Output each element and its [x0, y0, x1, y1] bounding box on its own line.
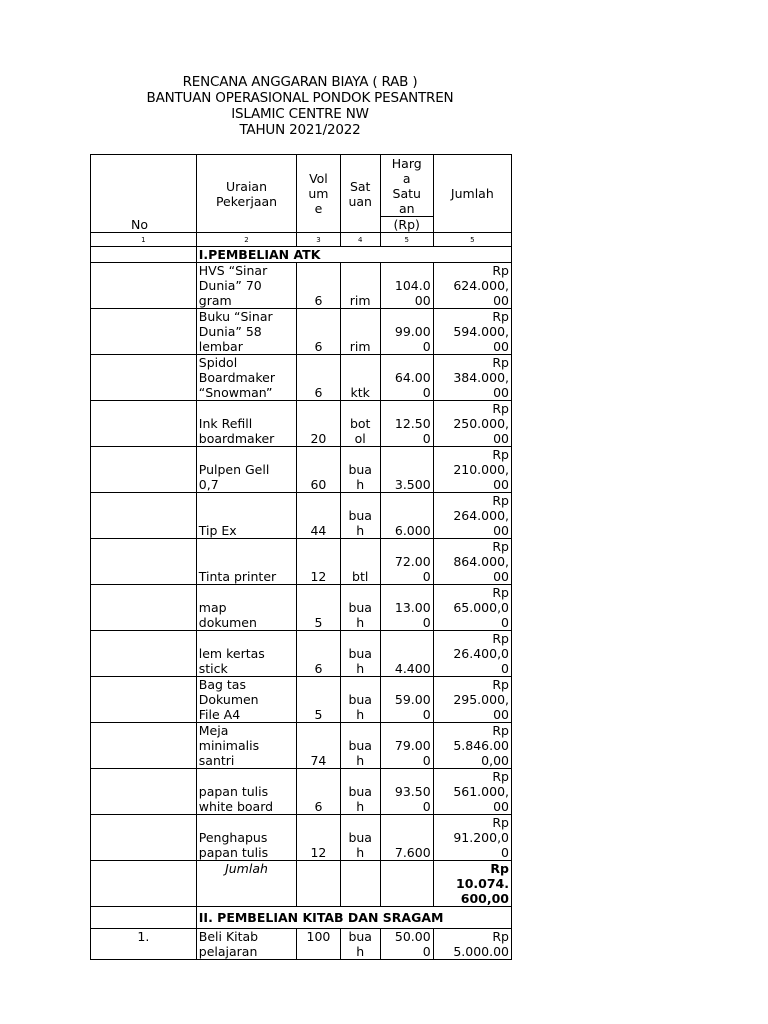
header-harga: Harg a Satu an: [380, 155, 433, 217]
row-volume: 44: [297, 493, 340, 539]
row-satuan: bua h: [340, 723, 380, 769]
row-volume: 6: [297, 355, 340, 401]
row-volume: 12: [297, 815, 340, 861]
total-label: Jumlah: [196, 861, 296, 907]
section-row: [91, 907, 512, 929]
table-row: [91, 769, 512, 815]
row-jumlah: Rp 250.000, 00: [433, 401, 511, 447]
row-harga: 4.400: [380, 631, 433, 677]
header-jumlah: Jumlah: [433, 155, 511, 233]
row-jumlah: Rp 91.200,0 0: [433, 815, 511, 861]
row-uraian: Penghapus papan tulis: [196, 815, 296, 861]
col-number: 5: [380, 233, 433, 247]
row-uraian: Tinta printer: [196, 539, 296, 585]
total-spacer: [91, 861, 197, 907]
row-jumlah: Rp 65.000,0 0: [433, 585, 511, 631]
row-satuan: bua h: [340, 677, 380, 723]
row-no: [91, 355, 197, 401]
row-satuan: rim: [340, 263, 380, 309]
row-harga: 64.00 0: [380, 355, 433, 401]
row-volume: 5: [297, 677, 340, 723]
row-harga: 79.00 0: [380, 723, 433, 769]
row-uraian: Pulpen Gell 0,7: [196, 447, 296, 493]
row-no: [91, 769, 197, 815]
row-harga: 6.000: [380, 493, 433, 539]
row-uraian: HVS “Sinar Dunia” 70 gram: [196, 263, 296, 309]
row-satuan: bua h: [340, 493, 380, 539]
row-uraian: Meja minimalis santri: [196, 723, 296, 769]
row-no: [91, 631, 197, 677]
table-row: [91, 355, 512, 401]
row-uraian: Tip Ex: [196, 493, 296, 539]
header-rp: (Rp): [380, 217, 433, 233]
header-satuan: Sat uan: [340, 155, 380, 233]
table-row: [91, 585, 512, 631]
row-volume: 100: [297, 929, 340, 960]
row-jumlah: Rp 295.000, 00: [433, 677, 511, 723]
table-row: [91, 677, 512, 723]
doc-title-line4: TAHUN 2021/2022: [239, 122, 361, 138]
table-row: [91, 929, 512, 960]
row-volume: 60: [297, 447, 340, 493]
row-harga: 3.500: [380, 447, 433, 493]
total-spacer: [340, 861, 380, 907]
table-row: [91, 263, 512, 309]
doc-title-line3: ISLAMIC CENTRE NW: [231, 106, 369, 122]
row-satuan: bua h: [340, 585, 380, 631]
col-number: 4: [340, 233, 380, 247]
row-harga: 104.0 00: [380, 263, 433, 309]
row-satuan: bua h: [340, 929, 380, 960]
row-jumlah: Rp 384.000, 00: [433, 355, 511, 401]
row-satuan: bua h: [340, 769, 380, 815]
row-no: [91, 401, 197, 447]
col-number: 2: [196, 233, 296, 247]
total-row: [91, 861, 512, 907]
row-jumlah: Rp 864.000, 00: [433, 539, 511, 585]
row-jumlah: Rp 210.000, 00: [433, 447, 511, 493]
table-row: [91, 447, 512, 493]
row-no: [91, 585, 197, 631]
row-no: [91, 539, 197, 585]
header-no: No: [91, 155, 197, 233]
row-jumlah: Rp 624.000, 00: [433, 263, 511, 309]
row-no: [91, 723, 197, 769]
row-uraian: map dokumen: [196, 585, 296, 631]
row-volume: 12: [297, 539, 340, 585]
row-no: [91, 447, 197, 493]
table-row: [91, 539, 512, 585]
section-row: [91, 247, 512, 263]
row-jumlah: Rp 5.000.00: [433, 929, 511, 960]
row-jumlah: Rp 264.000, 00: [433, 493, 511, 539]
row-uraian: Ink Refill boardmaker: [196, 401, 296, 447]
row-satuan: bua h: [340, 631, 380, 677]
col-number: 3: [297, 233, 340, 247]
section-title: I.PEMBELIAN ATK: [196, 247, 511, 263]
row-volume: 5: [297, 585, 340, 631]
row-no: 1.: [91, 929, 197, 960]
row-volume: 6: [297, 631, 340, 677]
rab-table: [90, 154, 512, 960]
header-row-1: [91, 155, 512, 217]
row-uraian: Beli Kitab pelajaran: [196, 929, 296, 960]
header-uraian: Uraian Pekerjaan: [196, 155, 296, 233]
header-volume: Vol um e: [297, 155, 340, 233]
row-satuan: ktk: [340, 355, 380, 401]
column-number-row: [91, 233, 512, 247]
row-jumlah: Rp 561.000, 00: [433, 769, 511, 815]
row-satuan: bot ol: [340, 401, 380, 447]
table-row: [91, 401, 512, 447]
row-volume: 74: [297, 723, 340, 769]
row-volume: 6: [297, 309, 340, 355]
table-row: [91, 815, 512, 861]
row-volume: 20: [297, 401, 340, 447]
total-spacer: [297, 861, 340, 907]
row-uraian: Buku “Sinar Dunia” 58 lembar: [196, 309, 296, 355]
col-number: 1: [91, 233, 197, 247]
row-satuan: bua h: [340, 447, 380, 493]
doc-title-line1: RENCANA ANGGARAN BIAYA ( RAB ): [182, 74, 418, 90]
row-volume: 6: [297, 769, 340, 815]
row-jumlah: Rp 5.846.00 0,00: [433, 723, 511, 769]
section-title: II. PEMBELIAN KITAB DAN SRAGAM: [196, 907, 511, 929]
row-satuan: btl: [340, 539, 380, 585]
row-harga: 59.00 0: [380, 677, 433, 723]
row-harga: 50.00 0: [380, 929, 433, 960]
row-uraian: Bag tas Dokumen File A4: [196, 677, 296, 723]
row-jumlah: Rp 594.000, 00: [433, 309, 511, 355]
row-harga: 12.50 0: [380, 401, 433, 447]
row-no: [91, 263, 197, 309]
total-spacer: [380, 861, 433, 907]
row-satuan: bua h: [340, 815, 380, 861]
table-row: [91, 493, 512, 539]
row-no: [91, 677, 197, 723]
row-harga: 13.00 0: [380, 585, 433, 631]
total-value: Rp 10.074. 600,00: [433, 861, 511, 907]
doc-title-line2: BANTUAN OPERASIONAL PONDOK PESANTREN: [146, 90, 454, 106]
row-harga: 7.600: [380, 815, 433, 861]
row-uraian: papan tulis white board: [196, 769, 296, 815]
row-no: [91, 815, 197, 861]
row-uraian: lem kertas stick: [196, 631, 296, 677]
row-no: [91, 309, 197, 355]
section-spacer: [91, 247, 197, 263]
row-harga: 93.50 0: [380, 769, 433, 815]
table-row: [91, 723, 512, 769]
row-harga: 72.00 0: [380, 539, 433, 585]
row-harga: 99.00 0: [380, 309, 433, 355]
row-jumlah: Rp 26.400,0 0: [433, 631, 511, 677]
row-satuan: rim: [340, 309, 380, 355]
row-no: [91, 493, 197, 539]
section-spacer: [91, 907, 197, 929]
table-row: [91, 631, 512, 677]
row-uraian: Spidol Boardmaker “Snowman”: [196, 355, 296, 401]
row-volume: 6: [297, 263, 340, 309]
table-row: [91, 309, 512, 355]
col-number: 5: [433, 233, 511, 247]
